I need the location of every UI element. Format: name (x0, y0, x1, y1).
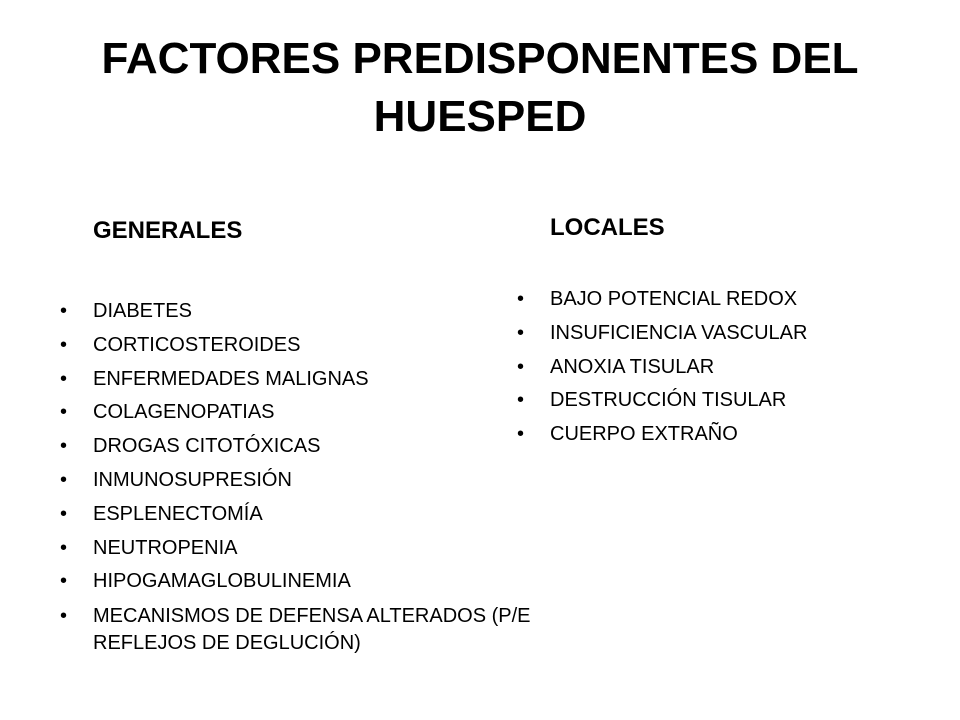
list-item-text: ESPLENECTOMÍA (93, 502, 263, 525)
list-item-text: COLAGENOPATIAS (93, 401, 275, 424)
heading-locales: LOCALES (550, 214, 665, 241)
bullet-icon: • (60, 435, 68, 458)
list-item (517, 317, 937, 351)
list-item (60, 565, 940, 599)
list-item-text: INMUNOSUPRESIÓN (93, 468, 292, 491)
list-item-text-line-2: REFLEJOS DE DEGLUCIÓN) (93, 632, 361, 655)
list-item-text: CUERPO EXTRAÑO (550, 423, 738, 446)
bullet-icon: • (60, 367, 68, 390)
bullet-icon: • (517, 288, 525, 310)
list-item (517, 283, 937, 317)
list-item-text: NEUTROPENIA (93, 536, 238, 559)
bullet-icon: • (60, 468, 68, 491)
bullet-icon: • (60, 605, 68, 628)
list-item (60, 532, 940, 566)
bullet-icon: • (60, 401, 68, 424)
list-item (517, 384, 937, 418)
list-item-text: DESTRUCCIÓN TISULAR (550, 389, 787, 412)
list-item-text: BAJO POTENCIAL REDOX (550, 288, 798, 310)
bullet-icon: • (517, 423, 525, 446)
heading-generales: GENERALES (93, 217, 243, 244)
slide-title-line-2: HUESPED (373, 92, 587, 141)
list-item-text: DIABETES (93, 300, 192, 322)
list-item (517, 418, 937, 452)
list-item-text: ENFERMEDADES MALIGNAS (93, 367, 369, 390)
bullet-icon: • (517, 389, 525, 412)
bullet-icon: • (60, 300, 68, 322)
list-item (60, 498, 940, 532)
list-item-text: INSUFICIENCIA VASCULAR (550, 321, 808, 344)
bullet-icon: • (517, 321, 525, 344)
slide-title-line-1: FACTORES PREDISPONENTES DEL (101, 34, 859, 83)
list-item-text: ANOXIA TISULAR (550, 355, 715, 378)
list-locales (517, 283, 937, 452)
bullet-icon: • (60, 333, 68, 356)
list-item-text: CORTICOSTEROIDES (93, 333, 301, 356)
bullet-icon: • (60, 570, 68, 593)
slide-title (0, 30, 960, 146)
list-item-text: HIPOGAMAGLOBULINEMIA (93, 570, 351, 593)
bullet-icon: • (517, 355, 525, 378)
list-item (517, 351, 937, 385)
list-item-text: DROGAS CITOTÓXICAS (93, 435, 321, 458)
bullet-icon: • (60, 536, 68, 559)
list-item-text-line-1: MECANISMOS DE DEFENSA ALTERADOS (P/E (93, 605, 531, 628)
list-item (60, 464, 940, 498)
bullet-icon: • (60, 502, 68, 525)
list-item (60, 599, 940, 657)
